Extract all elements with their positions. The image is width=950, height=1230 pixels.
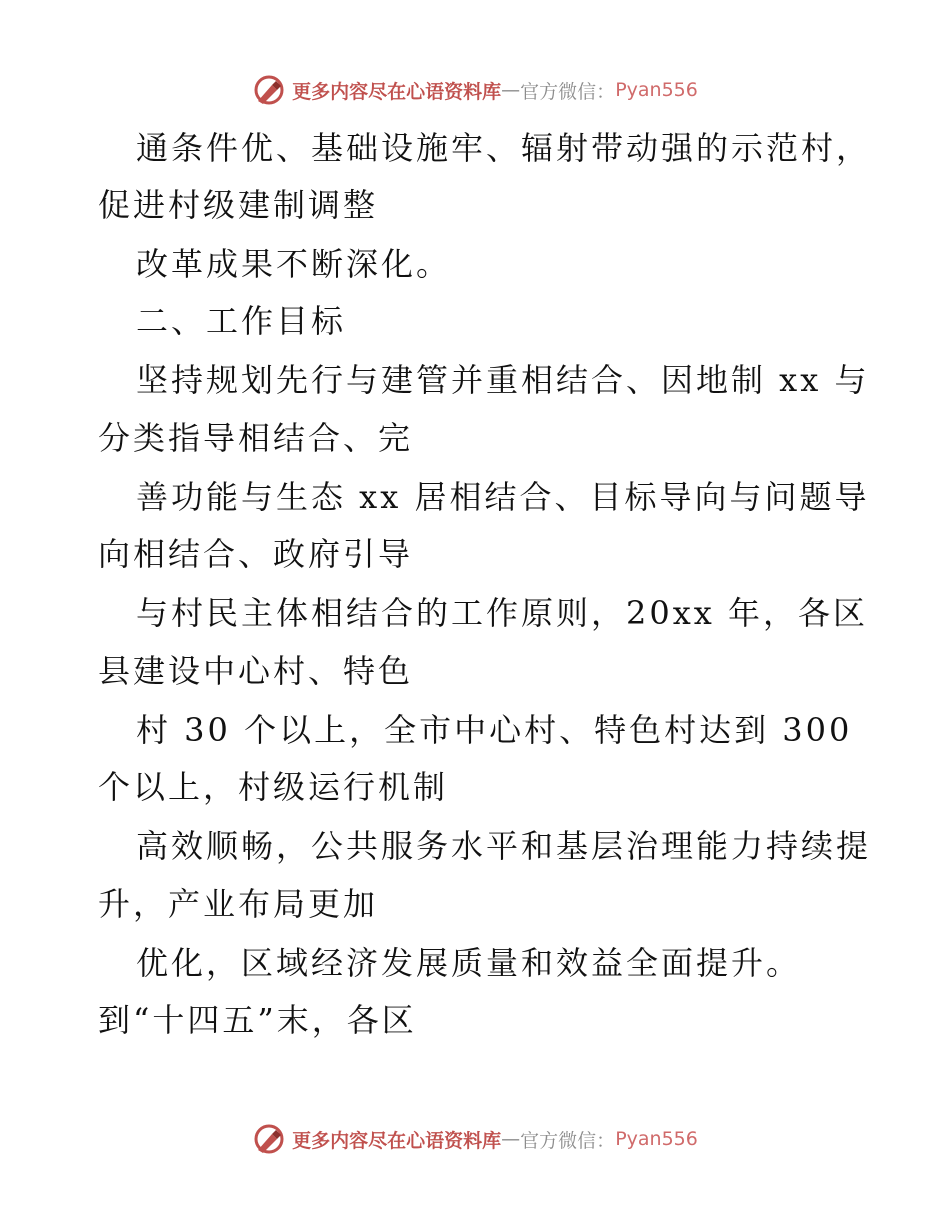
banner-dash: — <box>501 1128 521 1150</box>
text-line: 优化，区域经济发展质量和效益全面提升。 <box>136 944 802 982</box>
banner-dash: — <box>501 79 521 101</box>
banner-wechat-label: 官方微信： <box>520 1129 616 1152</box>
text-line: 通条件优、基础设施牢、辐射带动强的示范村， <box>136 129 872 167</box>
text-line: 村 30 个以上，全市中心村、特色村达到 300 <box>136 711 853 749</box>
text-line: 向相结合、政府引导 <box>98 535 414 573</box>
banner-main-text: 更多内容尽在心语资料库 <box>292 80 502 103</box>
text-line: 坚持规划先行与建管并重相结合、因地制 xx 与 <box>136 361 870 399</box>
text-line: 升，产业布局更加 <box>98 885 379 923</box>
text-line: 县建设中心村、特色 <box>98 652 414 690</box>
text-line: 促进村级建制调整 <box>98 186 379 224</box>
text-line: 改革成果不断深化。 <box>136 245 452 283</box>
banner-wechat-label: 官方微信： <box>520 80 616 103</box>
section-heading: 二、工作目标 <box>136 302 347 340</box>
pen-logo-icon <box>252 1122 286 1156</box>
text-line: 到“十四五”末，各区 <box>98 1001 417 1039</box>
text-line: 与村民主体相结合的工作原则，20xx 年，各区 <box>136 594 868 632</box>
footer-banner <box>0 1117 950 1161</box>
text-line: 分类指导相结合、完 <box>98 419 414 457</box>
banner-wechat-id: Pyan556 <box>615 1128 698 1150</box>
banner-wechat-id: Pyan556 <box>615 79 698 101</box>
text-line: 高效顺畅，公共服务水平和基层治理能力持续提 <box>136 827 872 865</box>
text-line: 个以上，村级运行机制 <box>98 768 449 806</box>
text-line: 善功能与生态 xx 居相结合、目标导向与问题导 <box>136 478 870 516</box>
banner-main-text: 更多内容尽在心语资料库 <box>292 1129 502 1152</box>
